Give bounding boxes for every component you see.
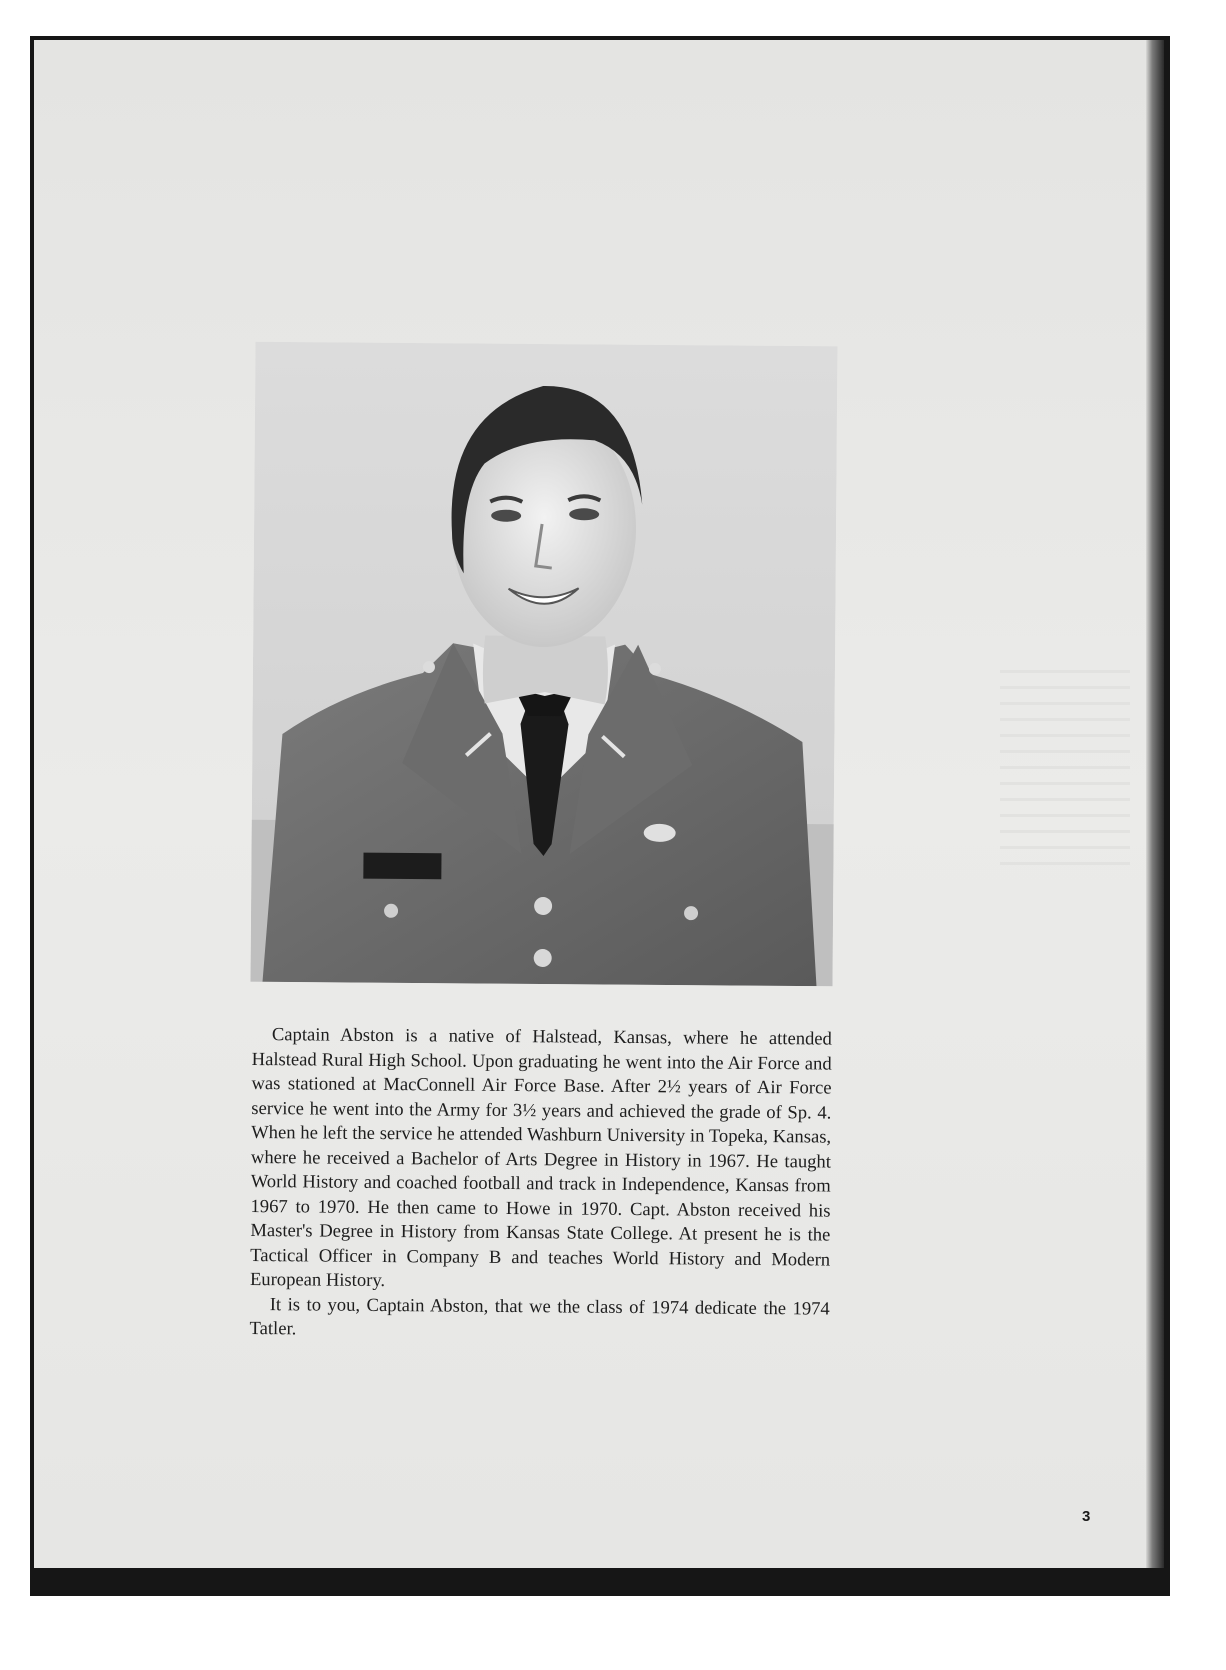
caption-paragraph-biography: Captain Abston is a native of Halstead, Kansas, where he attended Halstead Rural High School. Upon graduating he went into the Air Force and was stationed at MacConnell Air Force Base. After 2½ years of Air Force service he went into the Army for 3½ years and achieved the grade of Sp. 4. When he left the service he attended Washburn University in Topeka, Kansas, where he received a Bachelor of Arts Degree in History in 1967. He taught World History and coached football and track in Independence, Kansas from 1967 to 1970. He then came to Howe in 1970. Capt. Abston received his Master's Degree in History from Kansas State College. At present he is the Tactical Officer in Company B and teaches World History and Modern European History.: [249, 1024, 832, 1292]
portrait-photo: [250, 342, 837, 987]
dedication-caption: [249, 1023, 831, 1346]
bleed-through-marks: [60, 190, 100, 490]
page-number: 3: [1082, 1508, 1091, 1525]
caption-paragraph-dedication: It is to you, Captain Abston, that we the class of 1974 dedicate the 1974 Tatler.: [249, 1293, 830, 1340]
name-tag: [363, 853, 441, 880]
bleed-through-text: [1000, 670, 1130, 870]
page-edge-shadow: [1146, 40, 1164, 1568]
